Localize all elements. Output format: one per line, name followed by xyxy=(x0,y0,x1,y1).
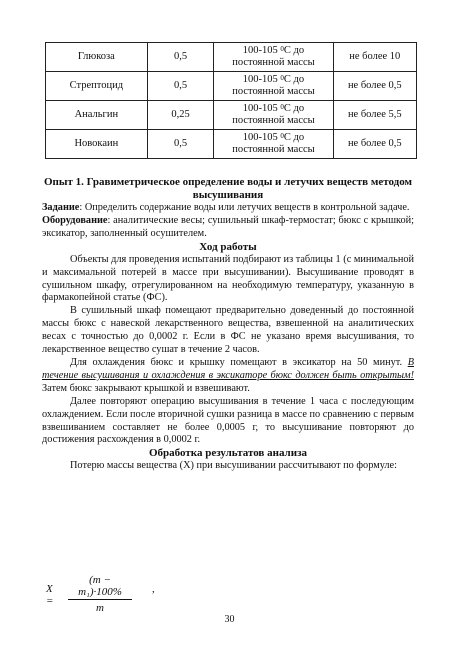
task-paragraph xyxy=(42,202,414,215)
temp-range: 100-105 xyxy=(242,74,281,85)
progress-heading: Ход работы xyxy=(199,240,257,253)
sample-mass-cell: 0,5 xyxy=(147,130,214,159)
degree-mark: 0 xyxy=(280,74,284,82)
formula-numerator: (m − m₁)·100% xyxy=(68,574,132,600)
table-row xyxy=(46,43,417,72)
temp-condition: постоянной массы xyxy=(232,115,315,126)
temp-condition: постоянной массы xyxy=(232,86,315,97)
sample-mass-cell: 0,5 xyxy=(147,43,214,72)
equipment-paragraph xyxy=(42,215,414,241)
page-number: 30 xyxy=(224,614,235,625)
formula-lhs: X = xyxy=(46,583,54,607)
paragraph-4: Далее повторяют операцию высушивания в течение 1 часа с последующим охлаждением. Если после вторичной сушки разница в массе по сравнению с первым взвешиванием составляет не более 0,0005 г, то высушивание повторяют до достижения расхождения в 0,0002 г. xyxy=(42,395,414,446)
paragraph-3-start: Для охлаждения бюкс и крышку помещают в эксикатор на 50 минут. xyxy=(70,356,408,368)
results-heading: Обработка результатов анализа xyxy=(149,447,307,460)
paragraph-3-warning: В течение высушивания и охлаждения в эксикаторе бюкс должен быть открытым! xyxy=(42,356,414,381)
task-text: : Определить содержание воды или летучих веществ в контрольной задаче. xyxy=(79,202,410,213)
drying-condition-cell xyxy=(214,43,333,72)
temp-range: 100-105 xyxy=(242,103,281,114)
mass-loss-cell: не более 0,5 xyxy=(333,72,416,101)
table-row xyxy=(46,101,417,130)
drying-condition-cell xyxy=(214,72,333,101)
temp-range: 100-105 xyxy=(242,132,281,143)
drying-condition-cell xyxy=(214,101,333,130)
temp-unit: C до xyxy=(283,103,305,114)
table-row xyxy=(46,130,417,159)
sample-mass-cell: 0,5 xyxy=(147,72,214,101)
degree-mark: 0 xyxy=(280,45,284,53)
mass-loss-cell: не более 10 xyxy=(333,43,416,72)
temp-condition: постоянной массы xyxy=(232,144,315,155)
substance-cell: Стрептоцид xyxy=(46,72,148,101)
mass-loss-cell: не более 0,5 xyxy=(333,130,416,159)
paragraph-3 xyxy=(42,357,414,396)
main-text xyxy=(42,176,414,473)
paragraph-3-end: Затем бюкс закрывают крышкой и взвешивают. xyxy=(42,382,250,394)
paragraph-1: Объекты для проведения испытаний подбирают из таблицы 1 (с минимальной и максимальной потерей в массе при высушивании). Высушивание проводят в сушильном шкафу, отрегулированном на необходимую температуру, указанную в фармакопейной статье (ФС). xyxy=(42,253,414,304)
temp-condition: постоянной массы xyxy=(232,57,315,68)
equipment-label: Оборудование xyxy=(42,214,108,226)
drying-table xyxy=(45,42,417,159)
drying-condition-cell xyxy=(214,130,333,159)
formula-denominator: m xyxy=(96,602,104,614)
experiment-title: Опыт 1. Гравиметрическое определение воды и летучих веществ методом высушивания xyxy=(43,176,413,201)
paragraph-2: В сушильный шкаф помещают предварительно доведенный до постоянной массы бюкс с навеской лекарственного вещества, взвешенной на аналитических весах с точностью до 0,0002 г. Если в ФС не указано время высушивания, то лекарственное вещество сушат в течение 2 часов. xyxy=(42,305,414,356)
task-label: Задание xyxy=(42,202,80,213)
temp-unit: C до xyxy=(283,74,305,85)
temp-unit: C до xyxy=(283,132,305,143)
sample-mass-cell: 0,25 xyxy=(147,101,214,130)
substance-cell: Новокаин xyxy=(46,130,148,159)
formula-fraction xyxy=(68,574,132,614)
table-row xyxy=(46,72,417,101)
mass-loss-cell: не более 5,5 xyxy=(333,101,416,130)
degree-mark: 0 xyxy=(280,132,284,140)
formula-comma: , xyxy=(152,583,155,595)
equipment-text: : аналитические весы; сушильный шкаф-термостат; бюкс с крышкой; эксикатор, заполненный осушителем. xyxy=(42,214,414,239)
temp-unit: C до xyxy=(283,45,305,56)
degree-mark: 0 xyxy=(280,103,284,111)
temp-range: 100-105 xyxy=(242,45,281,56)
paragraph-5: Потерю массы вещества (Х) при высушивании рассчитывают по формуле: xyxy=(70,460,397,472)
substance-cell: Анальгин xyxy=(46,101,148,130)
substance-cell: Глюкоза xyxy=(46,43,148,72)
